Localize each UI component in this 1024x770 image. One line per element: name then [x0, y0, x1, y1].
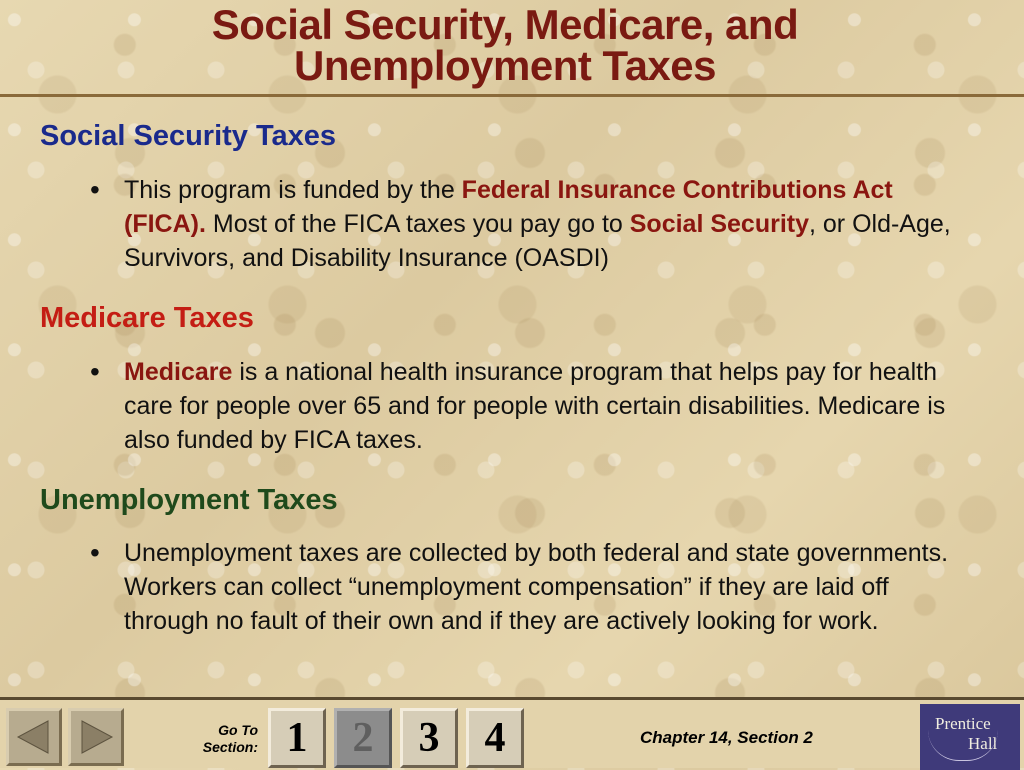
bullet-medicare [90, 355, 970, 457]
text-run: Most of the FICA taxes you pay go to [205, 210, 630, 238]
bullet-unemployment [90, 536, 970, 638]
go-to-line-1: Go To [218, 722, 258, 738]
section-heading-social-security: Social Security Taxes [40, 120, 337, 152]
bullet-icon: • [90, 174, 100, 205]
text-run: This program is funded by the [124, 176, 462, 204]
title-divider [0, 94, 1024, 97]
bullet-text [124, 355, 970, 457]
triangle-left-icon [14, 717, 54, 757]
section-2-button[interactable]: 2 [334, 708, 392, 768]
section-1-button[interactable]: 1 [268, 708, 326, 768]
text-run: , or Old-Age, Survivors, and Disability Insurance (OASDI) [124, 210, 951, 272]
slide-title-line-1: Social Security, Medicare, and [211, 1, 799, 48]
section-3-button[interactable]: 3 [400, 708, 458, 768]
bullet-icon: • [90, 356, 100, 387]
prentice-hall-logo [920, 704, 1020, 770]
slide-title [0, 1, 1010, 89]
highlight-medicare: Medicare [124, 358, 233, 386]
highlight-fica: Federal Insurance Contributions Act (FICA). [124, 176, 893, 238]
logo-text-line-2: Hall [968, 734, 998, 753]
logo-text-line-1: Prentice [935, 714, 991, 733]
back-button[interactable] [6, 708, 62, 766]
chapter-section-label: Chapter 14, Section 2 [640, 728, 813, 747]
go-to-line-2: Section: [202, 739, 258, 755]
forward-button[interactable] [68, 708, 124, 766]
section-heading-unemployment: Unemployment Taxes [40, 484, 338, 516]
highlight-social-security: Social Security [629, 210, 809, 238]
footer-bar [0, 697, 1024, 768]
triangle-right-icon [76, 717, 116, 757]
bullet-social-security [90, 173, 970, 275]
bullet-text: Unemployment taxes are collected by both federal and state governments. Workers can collect “unemployment compensation” if they are laid off through no fault of their own and if they are actively looking for work. [124, 539, 949, 635]
footer-panel [0, 700, 1024, 768]
go-to-section-label [180, 722, 258, 756]
section-4-button[interactable]: 4 [466, 708, 524, 768]
bullet-icon: • [90, 537, 100, 568]
section-heading-medicare: Medicare Taxes [40, 302, 254, 334]
text-run: is a national health insurance program that helps pay for health care for people over 65 and for people with certain disabilities. Medicare is also funded by FICA taxes. [124, 358, 946, 454]
slide-title-line-2: Unemployment Taxes [293, 42, 716, 89]
bullet-text [124, 173, 970, 275]
